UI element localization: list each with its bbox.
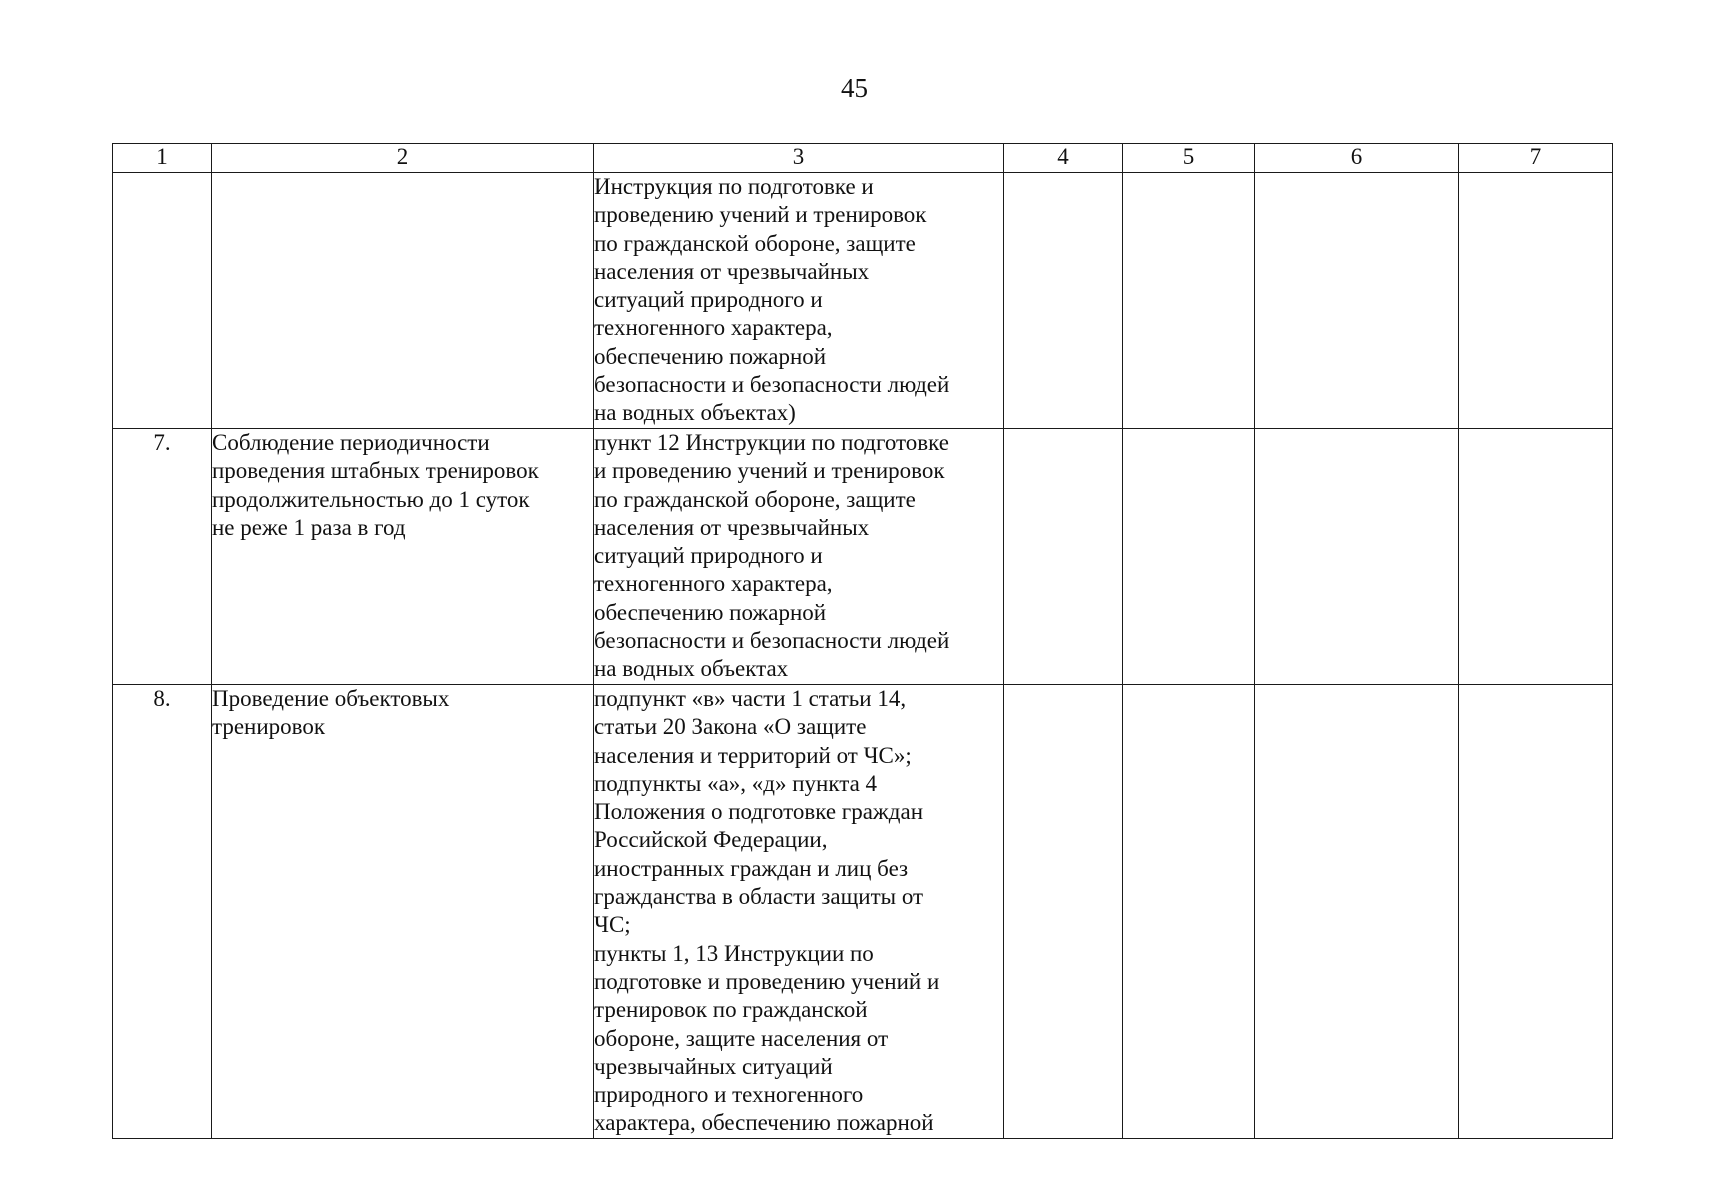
table-row [113, 429, 1613, 685]
row-number: 8. [153, 686, 171, 711]
empty-cell-col-6 [1255, 685, 1459, 1139]
reference-line: гражданства в области защиты от [594, 884, 924, 910]
reference-line: населения от чрезвычайных [594, 514, 870, 540]
reference-line: по гражданской обороне, защите [594, 230, 916, 256]
empty-cell-col-5 [1123, 429, 1255, 685]
reference-cell [594, 685, 1004, 1139]
column-header-6: 6 [1255, 144, 1459, 173]
reference-line: пункты 1, 13 Инструкции по [594, 940, 874, 966]
column-header-2: 2 [212, 144, 594, 173]
reference-line: на водных объектах [594, 656, 789, 682]
reference-line: населения и территорий от ЧС»; [594, 742, 912, 768]
empty-cell-col-6 [1255, 429, 1459, 685]
page-number: 45 [841, 73, 868, 103]
requirement-line: Соблюдение периодичности [212, 430, 490, 455]
empty-cell-col-4 [1004, 685, 1123, 1139]
empty-cell-col-5 [1123, 173, 1255, 429]
reference-line: техногенного характера, [594, 315, 833, 341]
row-number-cell [113, 429, 212, 685]
reference-line: природного и техногенного [594, 1082, 864, 1108]
table-row [113, 685, 1613, 1139]
reference-line: техногенного характера, [594, 571, 833, 597]
requirement-cell [212, 173, 594, 429]
row-number-cell [113, 173, 212, 429]
reference-line: пункт 12 Инструкции по подготовке [594, 430, 949, 455]
column-header-4: 4 [1004, 144, 1123, 173]
reference-line: по гражданской обороне, защите [594, 486, 916, 512]
requirement-cell [212, 429, 594, 685]
empty-cell-col-4 [1004, 429, 1123, 685]
empty-cell-col-7 [1459, 173, 1613, 429]
row-number: 7. [153, 430, 171, 455]
empty-cell-col-7 [1459, 429, 1613, 685]
reference-line: ЧС; [594, 912, 631, 938]
reference-line: безопасности и безопасности людей [594, 372, 950, 398]
reference-line: обеспечению пожарной [594, 343, 827, 369]
reference-line: подпункты «а», «д» пункта 4 [594, 770, 878, 796]
table-row [113, 173, 1613, 429]
column-header-7: 7 [1459, 144, 1613, 173]
reference-line: Положения о подготовке граждан [594, 799, 924, 825]
requirement-line: тренировок [212, 714, 326, 740]
column-header-5: 5 [1123, 144, 1255, 173]
reference-line: населения от чрезвычайных [594, 258, 870, 284]
requirements-table [112, 143, 1613, 1139]
column-header-1: 1 [113, 144, 212, 173]
requirement-line: продолжительностью до 1 суток [212, 486, 530, 512]
reference-line: проведению учений и тренировок [594, 202, 927, 228]
empty-cell-col-7 [1459, 685, 1613, 1139]
column-number-header-row [113, 144, 1613, 173]
empty-cell-col-6 [1255, 173, 1459, 429]
reference-line: чрезвычайных ситуаций [594, 1053, 833, 1079]
reference-line: тренировок по гражданской [594, 997, 868, 1023]
requirement-line: не реже 1 раза в год [212, 514, 406, 540]
reference-line: статьи 20 Закона «О защите [594, 714, 867, 740]
reference-line: Российской Федерации, [594, 827, 828, 853]
reference-cell [594, 429, 1004, 685]
reference-cell [594, 173, 1004, 429]
reference-line: обороне, защите населения от [594, 1025, 889, 1051]
requirement-line: проведения штабных тренировок [212, 458, 539, 484]
reference-line: характера, обеспечению пожарной [594, 1110, 934, 1136]
reference-line: ситуаций природного и [594, 287, 823, 313]
reference-line: иностранных граждан и лиц без [594, 855, 909, 881]
reference-line: обеспечению пожарной [594, 599, 827, 625]
column-header-3: 3 [594, 144, 1004, 173]
requirement-line: Проведение объектовых [212, 686, 450, 711]
reference-line: безопасности и безопасности людей [594, 628, 950, 654]
reference-line: подпункт «в» части 1 статьи 14, [594, 686, 907, 711]
requirement-cell [212, 685, 594, 1139]
reference-line: подготовке и проведению учений и [594, 968, 940, 994]
reference-line: Инструкция по подготовке и [594, 174, 874, 199]
row-number-cell [113, 685, 212, 1139]
reference-line: на водных объектах) [594, 400, 796, 426]
reference-line: и проведению учений и тренировок [594, 458, 945, 484]
empty-cell-col-4 [1004, 173, 1123, 429]
empty-cell-col-5 [1123, 685, 1255, 1139]
reference-line: ситуаций природного и [594, 543, 823, 569]
